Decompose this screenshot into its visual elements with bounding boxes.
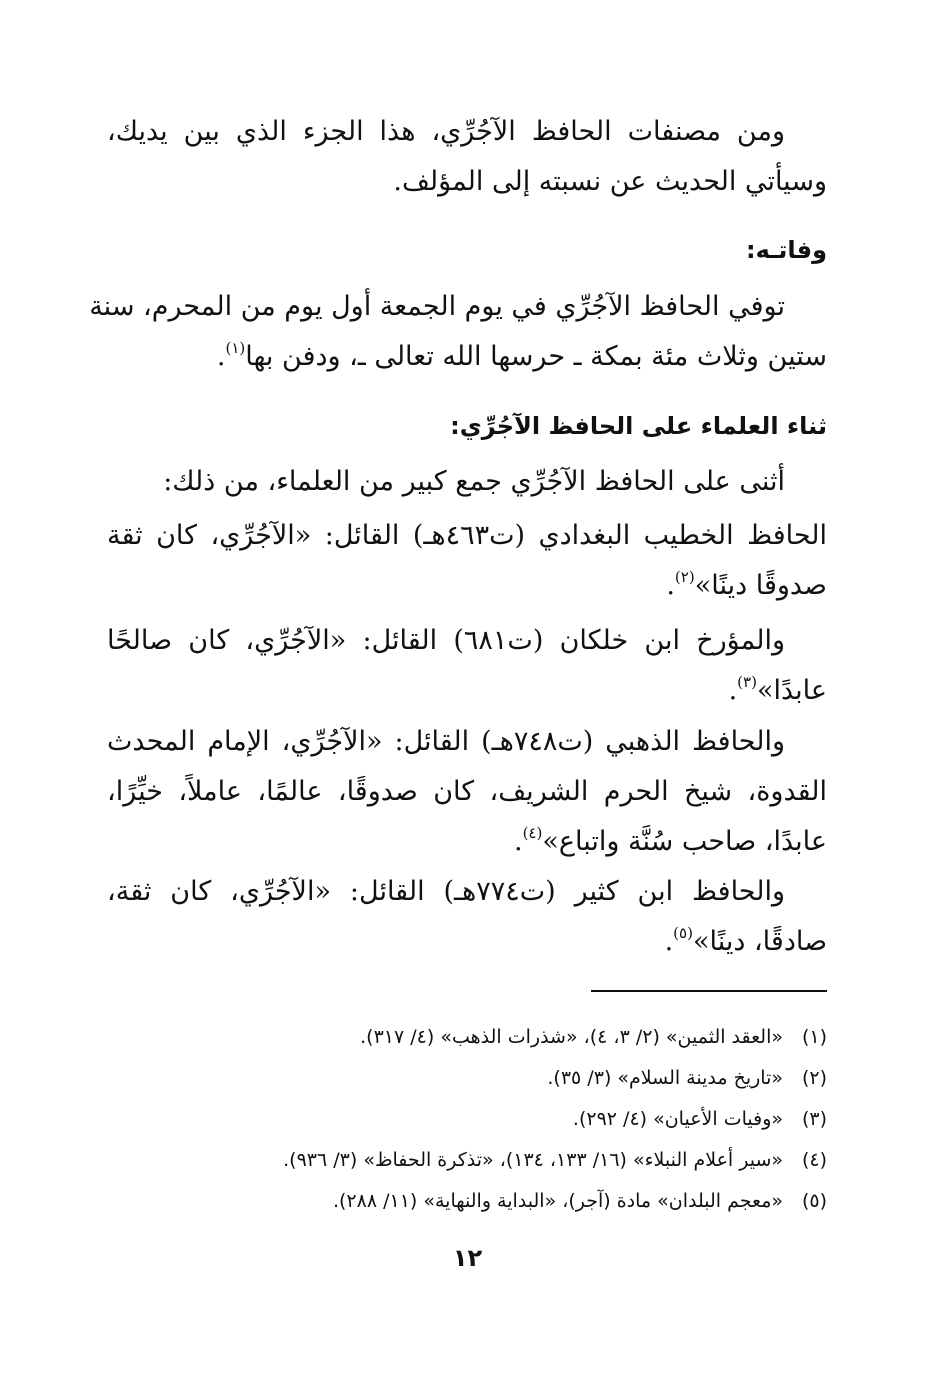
line-end: . <box>728 675 738 706</box>
paragraph-line: وسيأتي الحديث عن نسبته إلى المؤلف. <box>393 166 827 197</box>
paragraph-line: القدوة، شيخ الحرم الشريف، كان صدوقًا، عالمًا، عاملاً، خيِّرًا، <box>107 776 827 807</box>
footnote-item <box>107 1058 827 1098</box>
footnote-text: «العقد الثمين» (٢/ ٣، ٤)، «شذرات الذهب» (٤/ ٣١٧). <box>360 1026 783 1048</box>
line-text: عابدًا» <box>756 675 827 706</box>
paragraph-line: أثنى على الحافظ الآجُرِّي جمع كبير من العلماء، من ذلك: <box>163 466 785 497</box>
footnote-text: «معجم البلدان» مادة (آجر)، «البداية والنهاية» (١١/ ٢٨٨). <box>332 1190 783 1212</box>
footnote-ref-4: (٤) <box>522 824 543 842</box>
paragraph-line: ومن مصنفات الحافظ الآجُرِّي، هذا الجزء الذي بين يديك، <box>107 116 785 147</box>
line-end: . <box>513 826 523 857</box>
footnote-text: «سير أعلام النبلاء» (١٦/ ١٣٣، ١٣٤)، «تذكرة الحفاظ» (٣/ ٩٣٦). <box>283 1149 783 1171</box>
footnote-ref-5: (٥) <box>673 924 693 942</box>
footnote-item <box>107 1140 827 1180</box>
line-end: . <box>666 570 675 601</box>
footnote-number: (١) <box>801 1026 827 1048</box>
footnote-number: (٢) <box>801 1067 827 1089</box>
paragraph-line <box>107 918 827 966</box>
footnote-number: (٤) <box>801 1149 827 1171</box>
paragraph-line <box>107 562 827 610</box>
paragraph-line: الحافظ الخطيب البغدادي (ت٤٦٣هـ) القائل: «الآجُرِّي، كان ثقة <box>107 520 827 551</box>
footnote-ref-1: (١) <box>225 339 246 357</box>
line-end: . <box>664 926 674 957</box>
line-text: صدوقًا دينًا» <box>694 570 827 601</box>
footnote-text: «وفيات الأعيان» (٤/ ٢٩٢). <box>572 1108 783 1130</box>
paragraph-line <box>107 818 827 866</box>
footnote-divider <box>591 990 827 992</box>
paragraph-line: والمؤرخ ابن خلكان (ت٦٨١) القائل: «الآجُرِّي، كان صالحًا <box>107 625 785 656</box>
footnote-ref-3: (٣) <box>737 673 757 691</box>
footnote-number: (٥) <box>801 1190 827 1212</box>
praise-heading: ثناء العلماء على الحافظ الآجُرِّي: <box>450 412 827 440</box>
line-end: . <box>216 341 226 372</box>
paragraph-line: توفي الحافظ الآجُرِّي في يوم الجمعة أول يوم من المحرم، سنة <box>89 291 785 322</box>
line-text: ستين وثلاث مئة بمكة ـ حرسها الله تعالى ـ، ودفن بها <box>245 341 827 372</box>
paragraph-line <box>107 667 827 715</box>
page-number: ١٢ <box>452 1244 483 1272</box>
death-heading: وفاتـه: <box>745 236 827 264</box>
footnote-ref-2: (٢) <box>674 568 695 586</box>
footnote-item <box>107 1181 827 1221</box>
line-text: صادقًا، دينًا» <box>692 926 827 957</box>
paragraph-line: والحافظ الذهبي (ت٧٤٨هـ) القائل: «الآجُرِّي، الإمام المحدث <box>107 726 785 757</box>
footnote-number: (٣) <box>801 1108 827 1130</box>
paragraph-line <box>107 333 827 381</box>
footnote-text: «تاريخ مدينة السلام» (٣/ ٣٥). <box>547 1067 783 1089</box>
footnote-item <box>107 1017 827 1057</box>
paragraph-line: والحافظ ابن كثير (ت٧٧٤هـ) القائل: «الآجُرِّي، كان ثقة، <box>107 876 786 907</box>
line-text: عابدًا، صاحب سُنَّة واتباع» <box>542 826 827 857</box>
footnote-item <box>107 1099 827 1139</box>
